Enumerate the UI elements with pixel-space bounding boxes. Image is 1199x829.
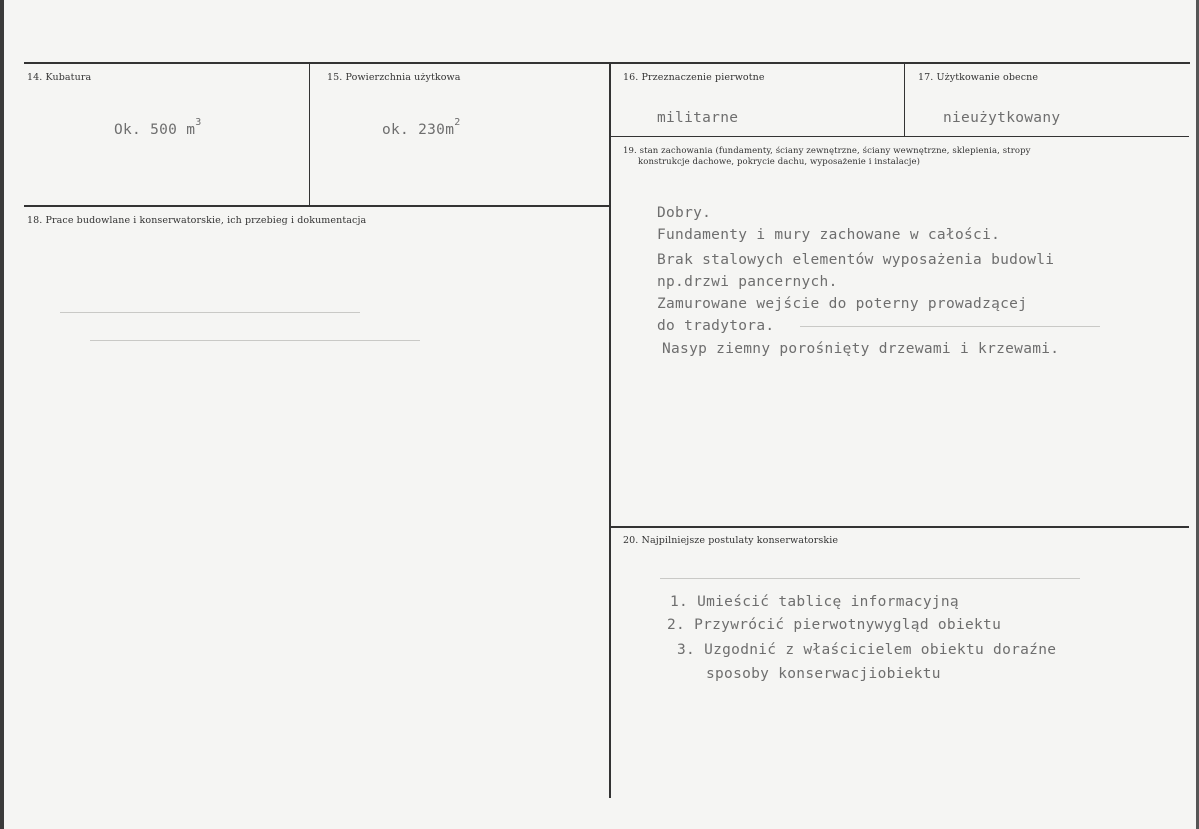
field-17-label: 17. Użytkowanie obecne [918, 72, 1039, 83]
field-14-label: 14. Kubatura [27, 72, 92, 83]
field-20-line: 1. Umieścić tablicę informacyjną [670, 594, 959, 610]
field-19-line: Zamurowane wejście do poterny prowadzącej [657, 296, 1028, 312]
field-17-value: nieużytkowany [943, 110, 1061, 126]
field-19-label-line1: 19. stan zachowania (fundamenty, ściany zewnętrzne, ściany wewnętrzne, sklepienia, stropy [623, 146, 1031, 156]
field-19-line: Brak stalowych elementów wyposażenia budowli [657, 252, 1055, 268]
field-20-label: 20. Najpilniejsze postulaty konserwatorskie [623, 535, 839, 546]
field-20-line: 2. Przywrócić pierwotnywygląd obiektu [667, 617, 1002, 633]
field-18-label: 18. Prace budowlane i konserwatorskie, ich przebieg i dokumentacja [27, 215, 367, 226]
field-20-line: 3. Uzgodnić z właścicielem obiektu doraźne [677, 642, 1057, 658]
field-15-label: 15. Powierzchnia użytkowa [327, 72, 461, 83]
rule-14-15-bottom [24, 205, 610, 207]
divider-16-17 [904, 63, 905, 137]
field-14-value [114, 117, 202, 138]
field-14-unit-exponent: 3 [195, 117, 202, 128]
field-16-value: militarne [657, 110, 739, 126]
divider-14-15 [309, 63, 310, 206]
field-19-line: Fundamenty i mury zachowane w całości. [657, 227, 1001, 243]
card-left-edge [0, 0, 4, 829]
rule-19-bottom [611, 526, 1189, 528]
field-15-value-text: ok. 230m [382, 122, 455, 138]
field-14-value-text: Ok. 500 m [114, 122, 196, 138]
field-15-unit-exponent: 2 [454, 117, 461, 128]
top-rule [24, 62, 1190, 64]
ghost-mark [60, 312, 360, 313]
field-19-line: Nasyp ziemny porośnięty drzewami i krzewami. [662, 341, 1060, 357]
field-19-line: do tradytora. [657, 318, 775, 334]
field-19-line: Dobry. [657, 205, 712, 221]
ghost-mark [800, 326, 1100, 327]
field-19-label-line2: konstrukcje dachowe, pokrycie dachu, wyposażenie i instalacje) [638, 157, 921, 167]
field-20-line: sposoby konserwacjiobiektu [706, 666, 941, 682]
center-divider [609, 63, 611, 798]
field-16-label: 16. Przeznaczenie pierwotne [623, 72, 765, 83]
ghost-mark [90, 340, 420, 341]
field-19-line: np.drzwi pancernych. [657, 274, 838, 290]
ghost-mark [660, 578, 1080, 579]
rule-16-17-bottom [611, 136, 1189, 137]
field-15-value [382, 117, 461, 138]
